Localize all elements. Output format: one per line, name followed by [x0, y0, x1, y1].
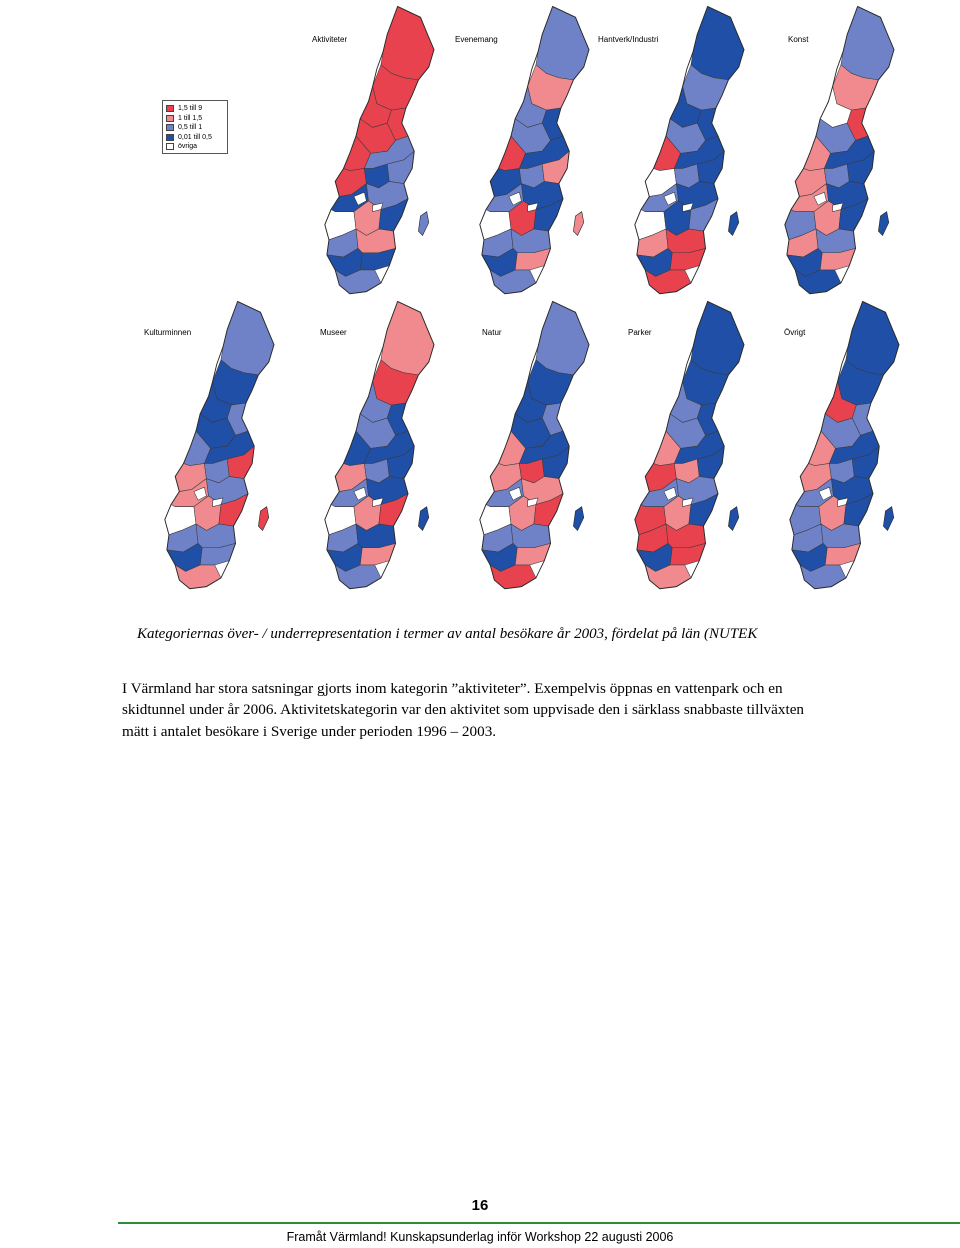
map-title: Övrigt [784, 328, 806, 337]
footer-divider [118, 1222, 960, 1224]
gotland-island [418, 212, 428, 236]
legend-item [166, 123, 224, 133]
gotland-island [728, 507, 738, 531]
county-region [666, 524, 706, 548]
map-title: Kulturminnen [144, 328, 192, 337]
county-region [846, 301, 899, 374]
sweden-map [300, 295, 452, 595]
legend-swatch [166, 105, 174, 112]
county-region [356, 524, 396, 548]
gotland-island [258, 507, 268, 531]
map-aktiviteter [300, 0, 452, 300]
legend-item [166, 133, 224, 143]
county-region [816, 229, 856, 253]
map-title: Hantverk/Industri [598, 35, 659, 44]
county-region [691, 6, 744, 79]
map-title: Konst [788, 35, 809, 44]
map-title: Natur [482, 328, 502, 337]
page-number: 16 [471, 1197, 489, 1214]
sweden-map [300, 0, 452, 300]
county-region [536, 6, 589, 79]
legend-item [166, 114, 224, 124]
body-paragraph: I Värmland har stora satsningar gjorts inom kategorin ”aktiviteter”. Exempelvis öppnas en vattenpark och en skidtunnel under år 2006. Aktivitetskategorin var den aktivitet som uppvisade den i särklass snabbaste tillväxten mätt i antalet besökare i Sverige under perioden 1996 – 2003. [122, 680, 805, 740]
gotland-island [728, 212, 738, 236]
map-konst [760, 0, 912, 300]
gotland-island [573, 212, 583, 236]
legend-label: 1,5 till 9 [178, 105, 203, 112]
sweden-map [455, 295, 607, 595]
legend-swatch [166, 134, 174, 141]
figure-caption: Kategoriernas över- / underrepresentation i termer av antal besökare år 2003, fördelat på län (NUTEK [137, 626, 758, 642]
map-hantverk-industri [598, 0, 762, 300]
gotland-island [418, 507, 428, 531]
map-natur [455, 295, 607, 595]
county-region [821, 524, 861, 548]
sweden-map [140, 295, 292, 595]
legend-swatch [166, 124, 174, 131]
legend-label: 1 till 1,5 [178, 114, 203, 122]
map-title: Museer [320, 328, 347, 337]
map-title: Parker [628, 328, 652, 337]
county-region [356, 229, 396, 253]
map-evenemang [455, 0, 607, 300]
county-region [536, 301, 589, 374]
county-region [381, 301, 434, 374]
map-museer [300, 295, 452, 595]
gotland-island [878, 212, 888, 236]
county-region [196, 524, 236, 548]
legend-item [166, 104, 224, 114]
gotland-island [883, 507, 893, 531]
legend-swatch [166, 115, 174, 122]
legend-label: 0,01 till 0,5 [178, 133, 212, 141]
sweden-map [765, 295, 917, 595]
map-title: Aktiviteter [312, 35, 348, 44]
map-ovrigt [765, 295, 917, 595]
legend-item [166, 142, 224, 152]
gotland-island [573, 507, 583, 531]
county-region [691, 301, 744, 374]
county-region [221, 301, 274, 374]
map-parker [610, 295, 762, 595]
map-legend [162, 100, 228, 154]
county-region [381, 6, 434, 79]
sweden-map [610, 0, 762, 300]
county-region [841, 6, 894, 79]
county-region [511, 524, 551, 548]
map-kulturminnen [140, 295, 292, 595]
legend-swatch [166, 143, 174, 150]
page-footer: Framåt Värmland! Kunskapsunderlag inför Workshop 22 augusti 2006 [286, 1230, 674, 1244]
legend-label: övriga [178, 143, 198, 150]
sweden-maps-figure [130, 0, 890, 600]
map-title: Evenemang [455, 35, 498, 44]
county-region [666, 229, 706, 253]
sweden-map [610, 295, 762, 595]
sweden-map [760, 0, 912, 300]
county-region [511, 229, 551, 253]
legend-label: 0,5 till 1 [178, 124, 203, 131]
sweden-map [455, 0, 607, 300]
